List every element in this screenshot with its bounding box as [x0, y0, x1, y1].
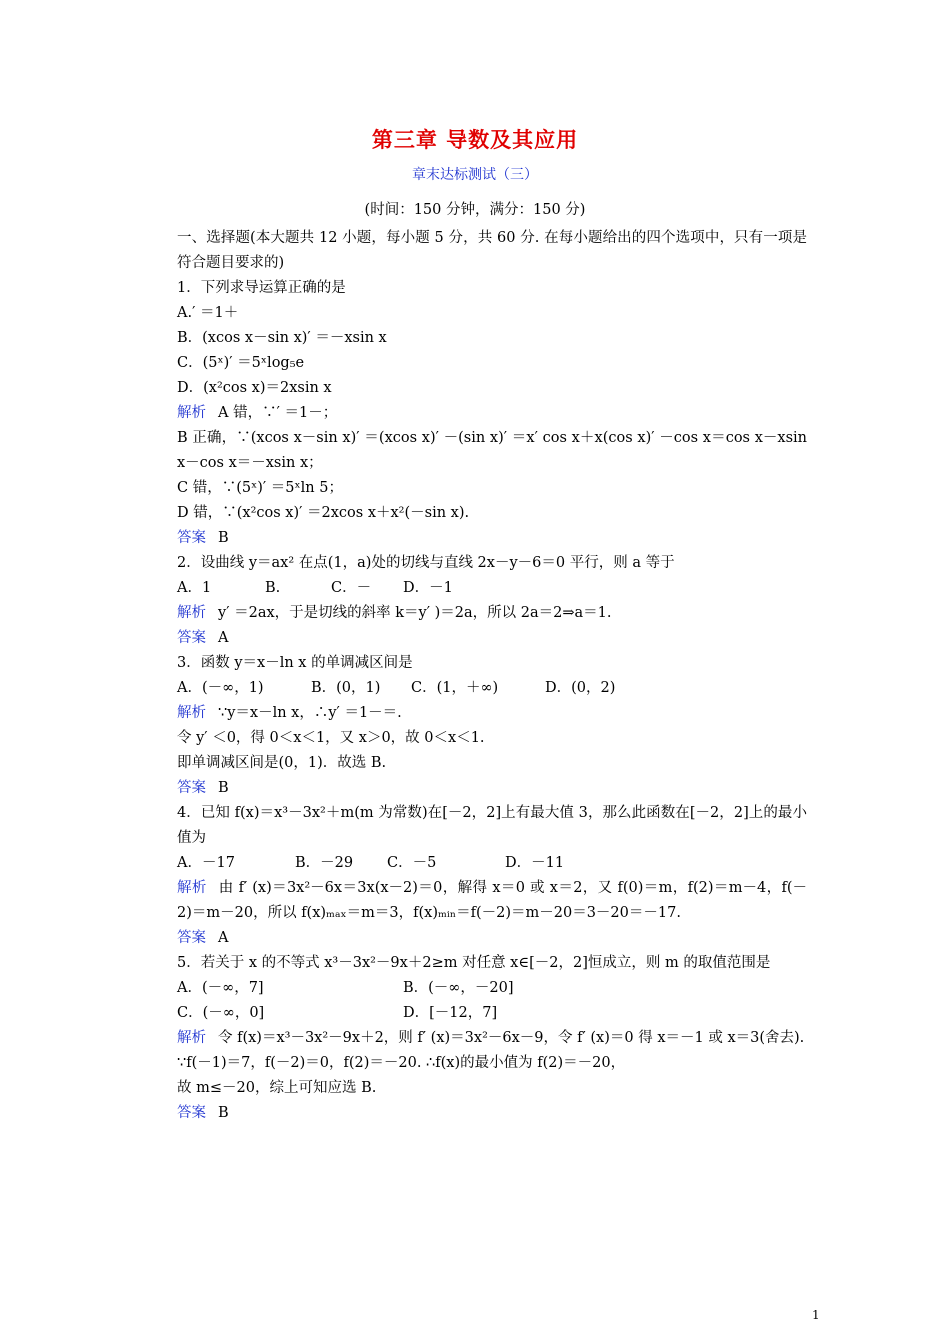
q2-options	[145, 576, 807, 601]
q4-analysis-text: 由 f′ (x)＝3x²－6x＝3x(x－2)＝0，解得 x＝0 或 x＝2，又 f(0)＝m，f(2)＝m－4，f(－2)＝m－20，所以 f(x)ₘₐₓ＝m＝3，f(x)ₘᵢₙ＝f(－2)＝m－20＝3－20＝－17.	[177, 880, 808, 921]
q5-options-row2	[145, 1001, 807, 1026]
q2-answer: A	[218, 630, 229, 646]
q4-options	[145, 851, 807, 876]
q5-option-d: D．[－12，7]	[403, 1005, 498, 1021]
q2-answer-line	[145, 626, 807, 651]
q3-answer: B	[218, 780, 229, 796]
analysis-label: 解析	[177, 1030, 206, 1046]
q5-options-row1	[145, 976, 807, 1001]
analysis-label: 解析	[177, 880, 207, 896]
q2-analysis-line	[145, 601, 807, 626]
test-subtitle: 章末达标测试（三）	[412, 167, 538, 183]
q3-option-b: B．(0，1)	[311, 680, 381, 696]
q1-analysis-line	[145, 401, 807, 426]
answer-label: 答案	[177, 630, 206, 646]
q4-option-b: B．－29	[295, 855, 354, 871]
q1-option-b: B．(xcos x－sin x)′ ＝－xsin x	[177, 330, 387, 346]
q1-answer-line	[145, 526, 807, 551]
q3-analysis-line	[145, 701, 807, 726]
answer-label: 答案	[177, 1105, 206, 1121]
q2-option-b: B.	[265, 580, 281, 596]
analysis-label: 解析	[177, 705, 206, 721]
q4-stem: 4．已知 f(x)＝x³－3x²＋m(m 为常数)在[－2，2]上有最大值 3，那么此函数在[－2，2]上的最小值为	[177, 805, 807, 846]
q4-option-d: D．－11	[505, 855, 565, 871]
page-number: 1	[812, 1308, 820, 1322]
q5-stem: 5．若关于 x 的不等式 x³－3x²－9x＋2≥m 对任意 x∈[－2，2]恒成立，则 m 的取值范围是	[177, 955, 771, 971]
q5-option-a: A．(－∞，7]	[177, 980, 264, 996]
q3-analysis-3: 即单调减区间是(0，1)．故选 B.	[177, 755, 387, 771]
q2-option-d: D．－1	[403, 580, 453, 596]
section-intro: 一、选择题(本大题共 12 小题，每小题 5 分，共 60 分. 在每小题给出的四个选项中，只有一项是符合题目要求的)	[177, 230, 807, 271]
answer-label: 答案	[177, 780, 206, 796]
q2-option-c: C．－	[331, 580, 372, 596]
q5-answer: B	[218, 1105, 229, 1121]
q1-stem: 1．下列求导运算正确的是	[177, 280, 346, 296]
q3-option-c: C．(1，＋∞)	[411, 680, 499, 696]
q3-options	[145, 676, 807, 701]
q1-answer: B	[218, 530, 229, 546]
q3-option-d: D．(0，2)	[545, 680, 616, 696]
analysis-label: 解析	[177, 405, 206, 421]
q1-analysis-c: C 错，∵(5ˣ)′ ＝5ˣln 5；	[177, 480, 343, 496]
q3-analysis-text: ∵y＝x－ln x，∴y′ ＝1－＝.	[218, 705, 402, 721]
q4-option-c: C．－5	[387, 855, 437, 871]
q5-option-b: B．(－∞，－20]	[403, 980, 514, 996]
q2-option-a: A．1	[177, 580, 212, 596]
q5-analysis-2: ∵f(－1)＝7，f(－2)＝0，f(2)＝－20. ∴f(x)的最小值为 f(2)＝－20，	[177, 1055, 626, 1071]
chapter-title: 第三章 导数及其应用	[371, 127, 579, 152]
q2-stem: 2．设曲线 y＝ax² 在点(1，a)处的切线与直线 2x－y－6＝0 平行，则 a 等于	[177, 555, 675, 571]
analysis-label: 解析	[177, 605, 206, 621]
q1-option-c: C．(5ˣ)′ ＝5ˣlog₅e	[177, 355, 305, 371]
q1-analysis-text: A 错，∵′ ＝1－；	[218, 405, 338, 421]
q2-analysis-text: y′ ＝2ax，于是切线的斜率 k＝y′ )＝2a，所以 2a＝2⇒a＝1.	[218, 605, 612, 621]
answer-label: 答案	[177, 930, 206, 946]
answer-label: 答案	[177, 530, 206, 546]
q3-stem: 3．函数 y＝x－ln x 的单调减区间是	[177, 655, 413, 671]
q3-option-a: A．(－∞，1)	[177, 680, 264, 696]
q5-analysis-line	[145, 1026, 807, 1051]
q3-answer-line	[145, 776, 807, 801]
q5-option-c: C．(－∞，0]	[177, 1005, 265, 1021]
q3-analysis-2: 令 y′ ＜0，得 0＜x＜1，又 x＞0，故 0＜x＜1.	[177, 730, 485, 746]
time-limit: (时间：150 分钟，满分：150 分)	[364, 202, 586, 218]
q5-answer-line	[145, 1101, 807, 1126]
q5-analysis-3: 故 m≤－20，综上可知应选 B.	[177, 1080, 377, 1096]
q4-answer-line	[145, 926, 807, 951]
q5-analysis-text: 令 f(x)＝x³－3x²－9x＋2，则 f′ (x)＝3x²－6x－9，令 f′ (x)＝0 得 x＝－1 或 x＝3(舍去).	[218, 1030, 805, 1046]
q4-option-a: A．－17	[177, 855, 235, 871]
document-body	[145, 226, 807, 1126]
q1-analysis-d: D 错，∵(x²cos x)′ ＝2xcos x＋x²(－sin x).	[177, 505, 470, 521]
q4-analysis-line	[145, 876, 807, 926]
q1-option-a: A.′ ＝1＋	[177, 305, 239, 321]
q1-option-d: D．(x²cos x)＝2xsin x	[177, 380, 332, 396]
q4-answer: A	[218, 930, 229, 946]
q1-analysis-b: B 正确，∵(xcos x－sin x)′ ＝(xcos x)′ －(sin x)′ ＝x′ cos x＋x(cos x)′ －cos x＝cos x－xsin x－cos x＝－xsin x；	[177, 430, 807, 471]
